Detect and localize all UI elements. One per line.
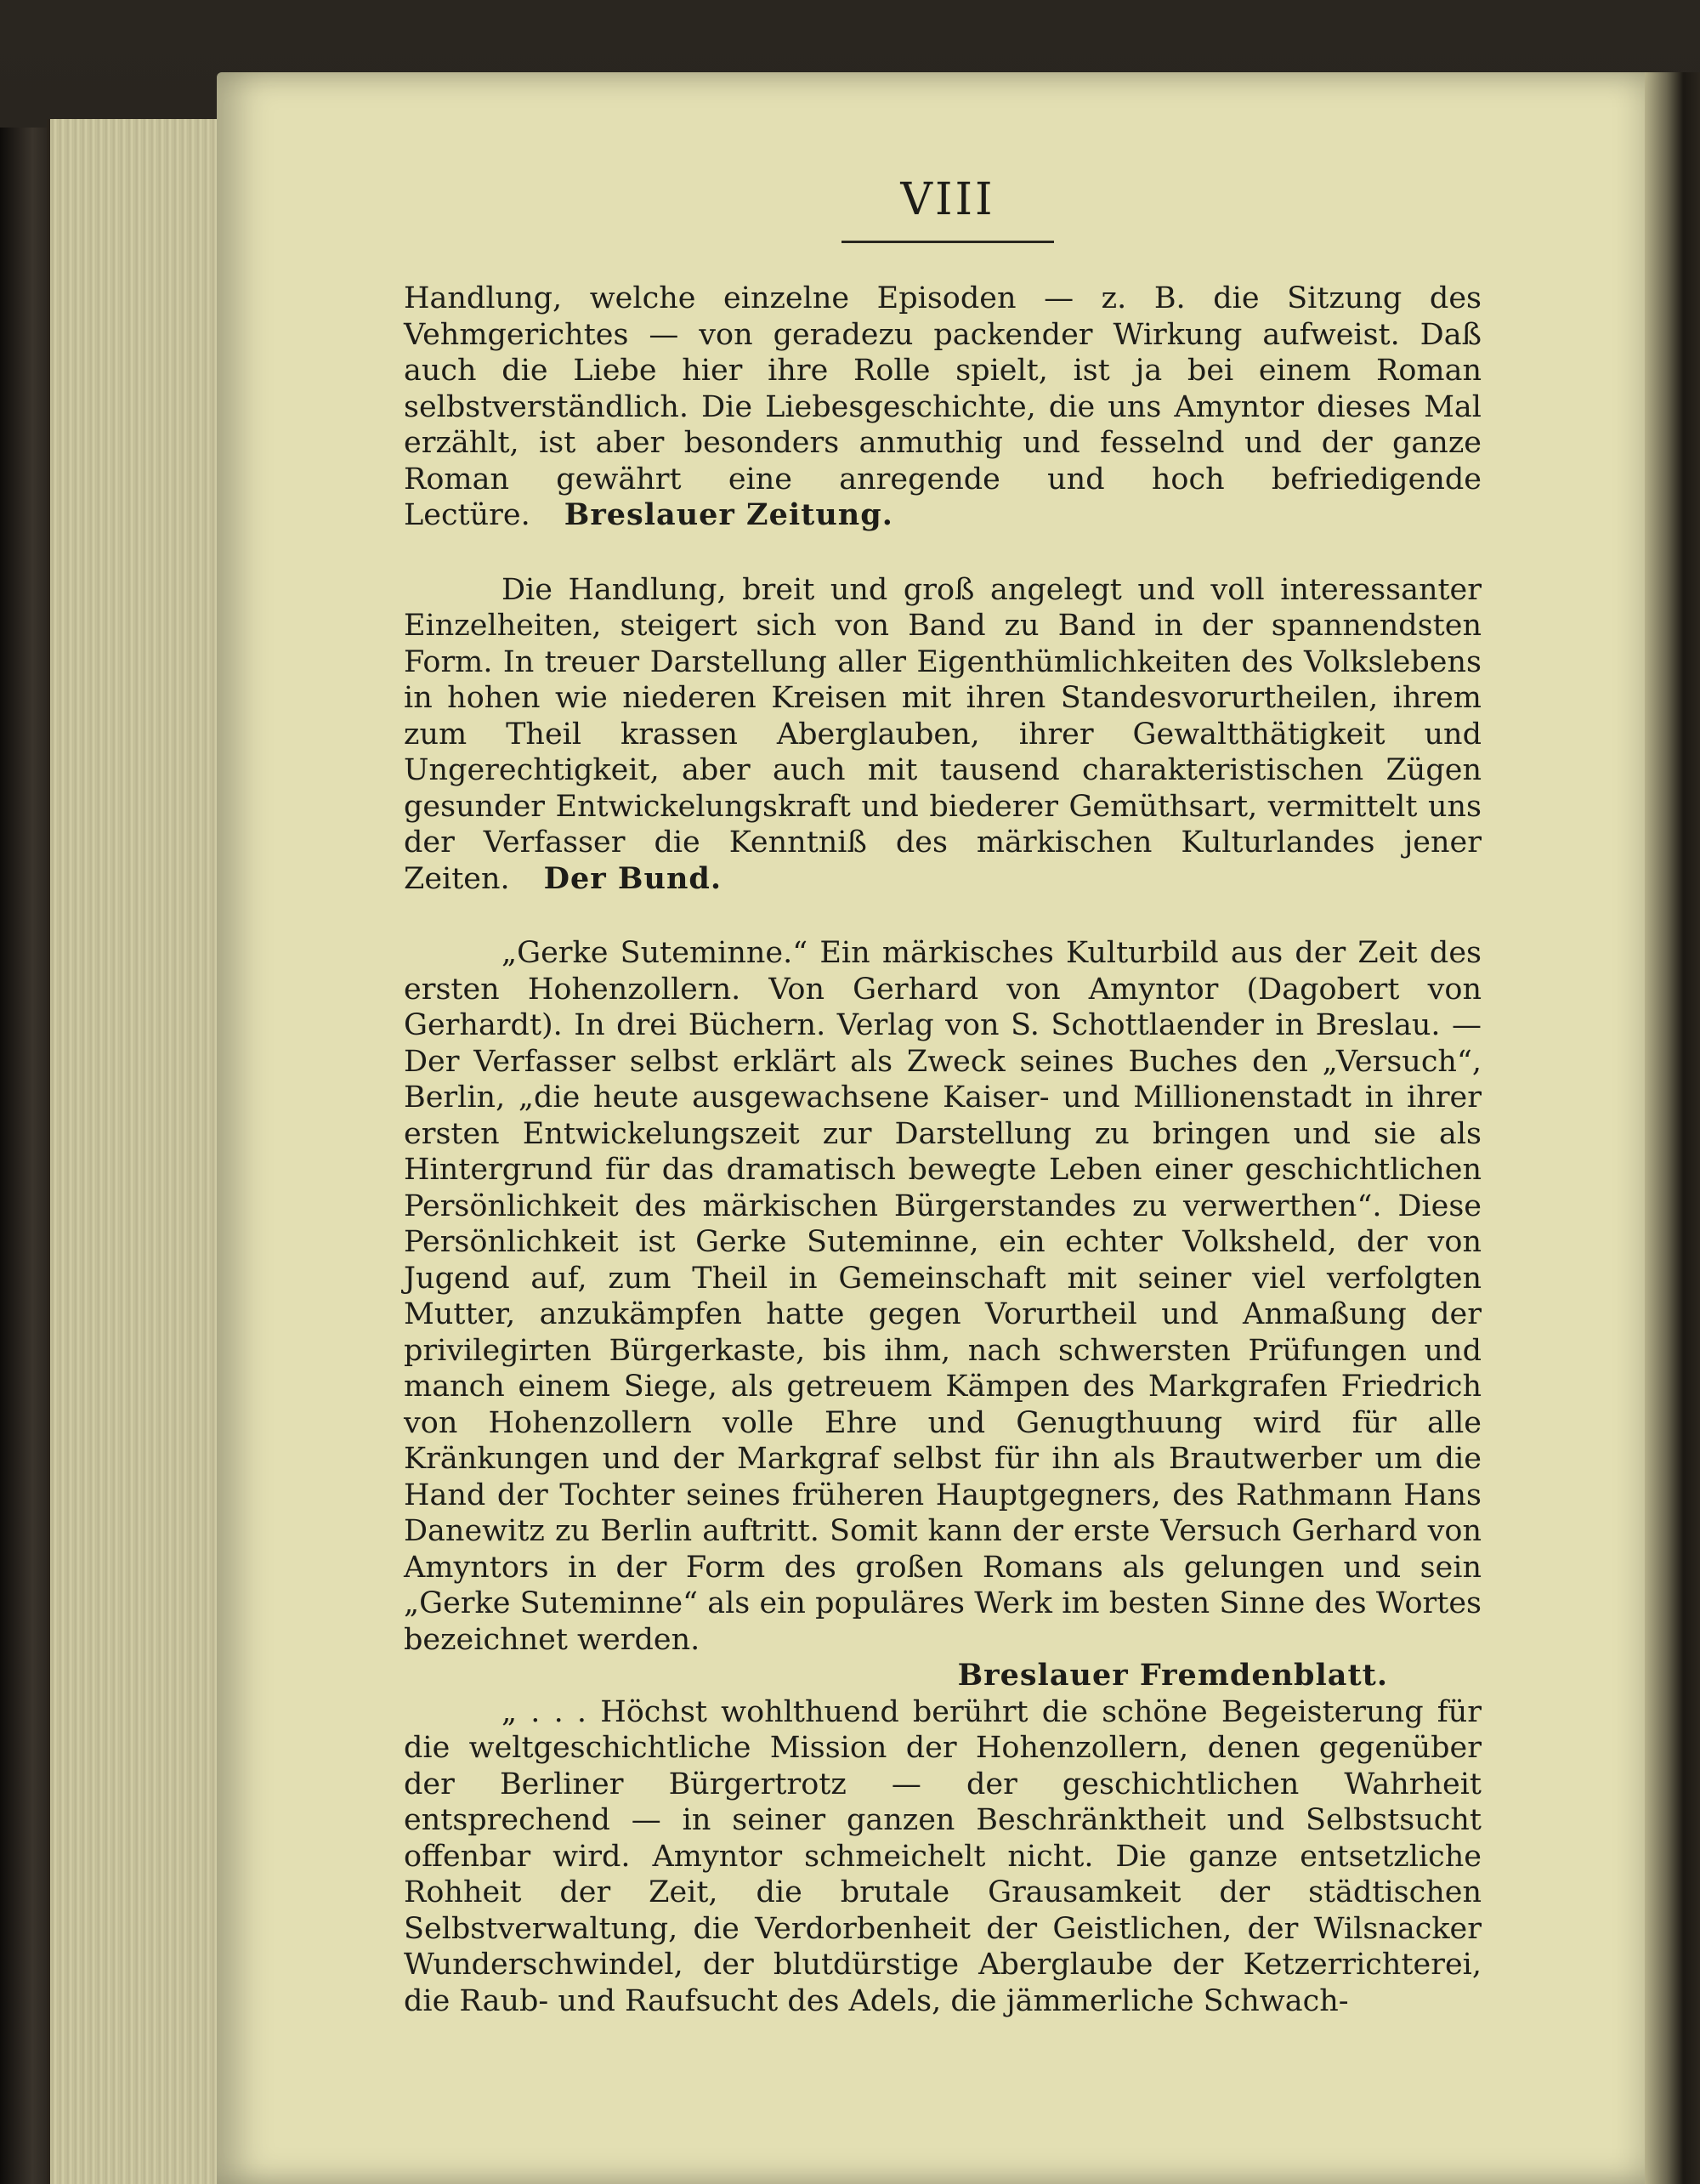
page-number: VIII bbox=[900, 174, 995, 225]
review-paragraph bbox=[404, 1694, 1482, 2020]
page-stack-edge bbox=[47, 119, 220, 2184]
page-text bbox=[404, 281, 1482, 2019]
review-text: „Gerke Suteminne.“ Ein märkisches Kulturbild aus der Zeit des ersten Hohenzollern. Von Gerhard von Amyntor (Dagobert von Gerhardt). In drei Büchern. Verlag von S. Schottlaender in Breslau. — Der Verfasser selbst erklärt als Zweck seines Buches den „Versuch“, Berlin, „die heute ausgewachsene Kaiser- und Millionenstadt in ihrer ersten Entwickelungszeit zur Darstellung zu bringen und sie als Hintergrund für das dramatisch bewegte Leben einer geschichtlichen Persönlichkeit des märkischen Bürgerstandes zu verwerthen“. Diese Persönlichkeit ist Gerke Suteminne, ein echter Volksheld, der von Jugend auf, zum Theil in Gemeinschaft mit seiner viel verfolgten Mutter, anzukämpfen hatte gegen Vorurtheil und Anmaßung der privilegirten Bürgerkaste, bis ihm, nach schwersten Prüfungen und manch einem Siege, als getreuem Kämpen des Markgrafen Friedrich von Hohenzollern volle Ehre und Genugthuung wird für alle Kränkungen und der Markgraf selbst für ihn als Brautwerber um die Hand der Tochter seines früheren Hauptgegners, des Rathmann Hans Danewitz zu Berlin auftritt. Somit kann der erste Versuch Gerhard von Amyntors in der Form des großen Romans als gelungen und sein „Gerke Suteminne“ als ein populäres Werk im besten Sinne des Wortes bezeichnet werden. bbox=[404, 936, 1482, 1657]
review-paragraph bbox=[404, 281, 1482, 534]
book-gutter bbox=[1645, 72, 1700, 2184]
header-rule bbox=[842, 241, 1054, 243]
review-paragraph bbox=[404, 572, 1482, 898]
review-source: Der Bund. bbox=[543, 860, 722, 896]
review-paragraph bbox=[404, 935, 1482, 1658]
review-text: „ . . . Höchst wohlthuend berührt die schöne Begeisterung für die weltgeschichtliche Mission der Hohenzollern, denen gegenüber der Berliner Bürgertrotz — der geschichtlichen Wahrheit entsprechend — in seiner ganzen Beschränktheit und Selbstsucht offenbar wird. Amyntor schmeichelt nicht. Die ganze entsetzliche Rohheit der Zeit, die brutale Grausamkeit der städtischen Selbstverwaltung, die Verdorbenheit der Geistlichen, der Wilsnacker Wunderschwindel, der blutdürstige Aberglaube der Ketzerrichterei, die Raub- und Raufsucht des Adels, die jämmerliche Schwach- bbox=[404, 1694, 1482, 2018]
review-source: Breslauer Zeitung. bbox=[564, 497, 893, 532]
review-text: Handlung, welche einzelne Episoden — z. B. die Sitzung des Vehmgerichtes — von geradezu packender Wirkung aufweist. Daß auch die Liebe hier ihre Rolle spielt, ist ja bei einem Roman selbstverständlich. Die Liebesgeschichte, die uns Amyntor dieses Mal erzählt, ist aber besonders anmuthig und fesselnd und der ganze Roman gewährt eine anregende und hoch befriedigende Lectüre. bbox=[404, 281, 1482, 532]
review-source: Breslauer Fremdenblatt. bbox=[957, 1658, 1388, 1693]
review-text: Die Handlung, breit und groß angelegt und voll interessanter Einzelheiten, steigert sich von Band zu Band in der spannendsten Form. In treuer Darstellung aller Eigenthümlichkeiten des Volkslebens in hohen wie niederen Kreisen mit ihren Standesvorurtheilen, ihrem zum Theil krassen Aberglauben, ihrer Gewaltthätigkeit und Ungerechtigkeit, aber auch mit tausend charakteristischen Zügen gesunder Entwickelungskraft und biederer Gemüthsart, vermittelt uns der Verfasser die Kenntniß des märkischen Kulturlandes jener Zeiten. bbox=[404, 572, 1482, 896]
review-source-line bbox=[404, 1658, 1482, 1694]
